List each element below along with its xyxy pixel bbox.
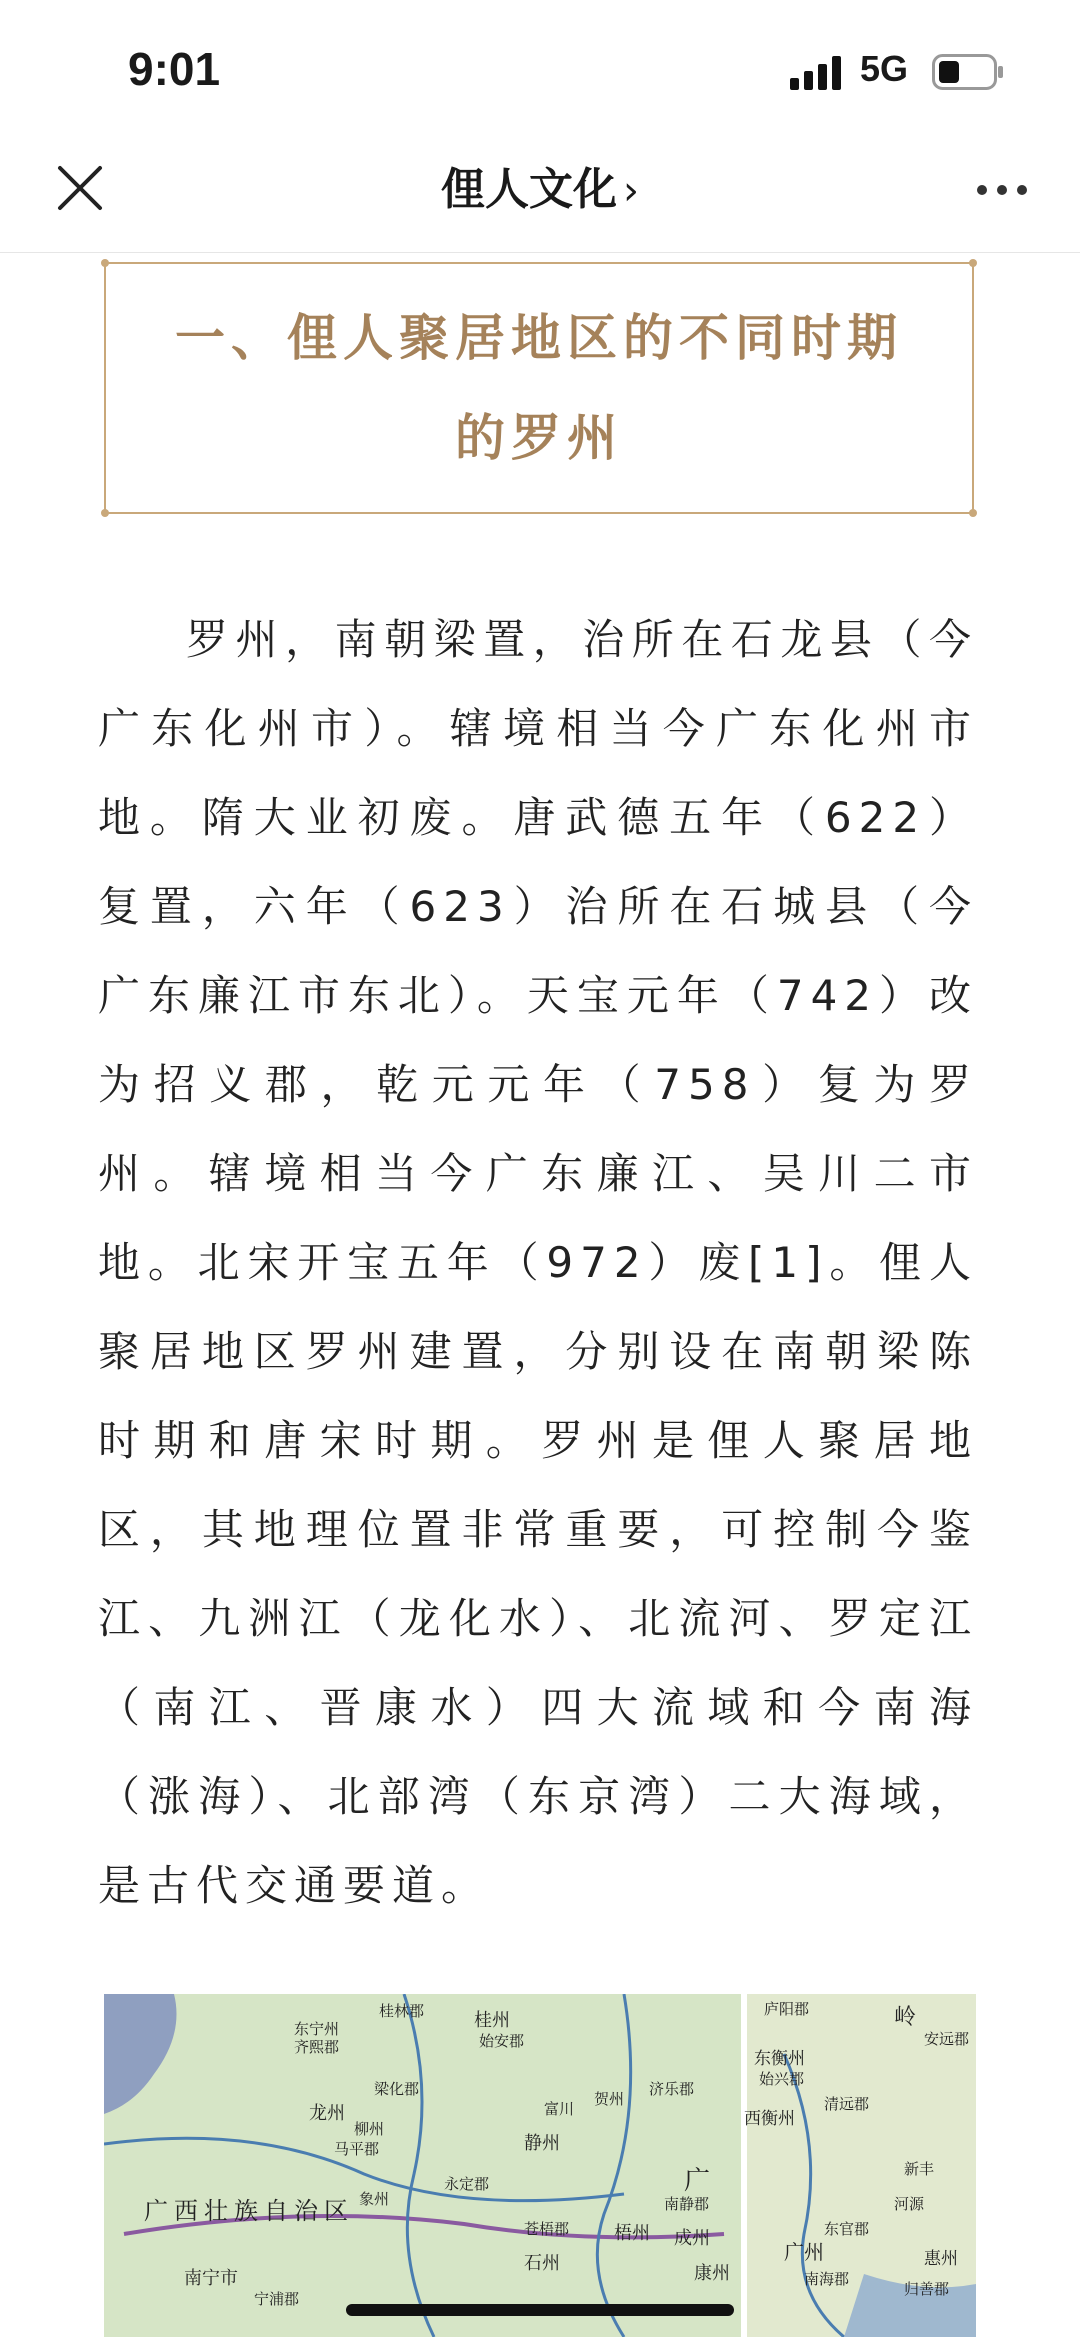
map-label: 龙州 xyxy=(309,2103,345,2124)
map-label: 永定郡 xyxy=(444,2175,490,2193)
map-label: 桂州 xyxy=(474,2010,510,2031)
map-label: 广西壮族自治区 xyxy=(144,2197,354,2225)
section-heading-line1: 一、俚人聚居地区的不同时期 xyxy=(175,309,903,367)
map-graphic xyxy=(104,1994,976,2337)
map-label: 马平郡 xyxy=(334,2140,380,2158)
map-label: 齐熙郡 xyxy=(294,2038,340,2056)
map-label: 西衡州 xyxy=(744,2109,795,2129)
map-label: 静州 xyxy=(524,2133,560,2154)
map-label: 清远郡 xyxy=(824,2095,870,2113)
map-label: 象州 xyxy=(359,2190,390,2208)
map-label: 广州 xyxy=(784,2240,824,2264)
signal-icon xyxy=(790,56,844,90)
map-label: 康州 xyxy=(694,2263,730,2284)
network-type: 5G xyxy=(860,48,909,89)
map-label: 石州 xyxy=(524,2253,560,2274)
page-title[interactable] xyxy=(0,160,1080,221)
map-label: 广 xyxy=(684,2166,711,2196)
section-heading xyxy=(106,288,972,488)
map-label: 新丰 xyxy=(904,2160,935,2178)
corner-ornament xyxy=(969,259,977,267)
map-label: 富川 xyxy=(544,2100,575,2118)
map-label: 贺州 xyxy=(594,2090,625,2108)
page-title-text: 俚人文化 xyxy=(441,164,617,215)
status-time: 9:01 xyxy=(128,43,221,95)
section-heading-line2: 的罗州 xyxy=(455,409,623,467)
historical-map-image[interactable] xyxy=(104,1994,976,2337)
more-options-icon[interactable] xyxy=(975,175,1029,205)
map-label: 宁浦郡 xyxy=(254,2290,300,2308)
corner-ornament xyxy=(969,509,977,517)
map-label: 始兴郡 xyxy=(759,2070,805,2088)
map-label: 南海郡 xyxy=(804,2270,850,2288)
map-label: 南宁市 xyxy=(184,2268,238,2289)
home-indicator[interactable] xyxy=(346,2304,734,2316)
article-paragraph: 罗州，南朝梁置，治所在石龙县（今广东化州市）。辖境相当今广东化州市地。隋大业初废。唐武德五年（622）复置，六年（623）治所在石城县（今广东廉江市东北）。天宝元年（742）改为招义郡，乾元元年（758）复为罗州。辖境相当今广东廉江、吴川二市地。北宋开宝五年（972）废[1]。俚人聚居地区罗州建置，分别设在南朝梁陈时期和唐宋时期。罗州是俚人聚居地区，其地理位置非常重要，可控制今鉴江、九洲江（龙化水）、北流河、罗定江（南江、晋康水）四大流域和今南海（涨海）、北部湾（东京湾）二大海域，是古代交通要道。 xyxy=(98,615,978,1910)
map-label: 梧州 xyxy=(614,2223,650,2244)
section-heading-box xyxy=(104,262,974,514)
battery-icon xyxy=(932,54,1004,90)
map-label: 惠州 xyxy=(924,2249,958,2269)
corner-ornament xyxy=(101,509,109,517)
map-label: 河源 xyxy=(894,2195,925,2213)
map-label: 成州 xyxy=(674,2228,710,2249)
map-label: 济乐郡 xyxy=(649,2080,695,2098)
map-label: 东衡州 xyxy=(754,2049,805,2069)
chevron-right-icon: › xyxy=(623,168,639,214)
map-label: 东宁州 xyxy=(294,2020,340,2038)
corner-ornament xyxy=(101,259,109,267)
map-label: 柳州 xyxy=(354,2120,385,2138)
map-label: 安远郡 xyxy=(924,2030,970,2048)
map-label: 苍梧郡 xyxy=(524,2220,570,2238)
map-label: 始安郡 xyxy=(479,2032,525,2050)
map-label: 岭 xyxy=(894,2005,917,2030)
status-bar xyxy=(0,0,1080,140)
map-label: 归善郡 xyxy=(904,2280,950,2298)
map-label: 南静郡 xyxy=(664,2195,710,2213)
map-label: 桂林郡 xyxy=(379,2002,425,2020)
map-label: 梁化郡 xyxy=(374,2080,420,2098)
map-label: 东官郡 xyxy=(824,2220,870,2238)
map-label: 庐阳郡 xyxy=(764,2000,810,2018)
